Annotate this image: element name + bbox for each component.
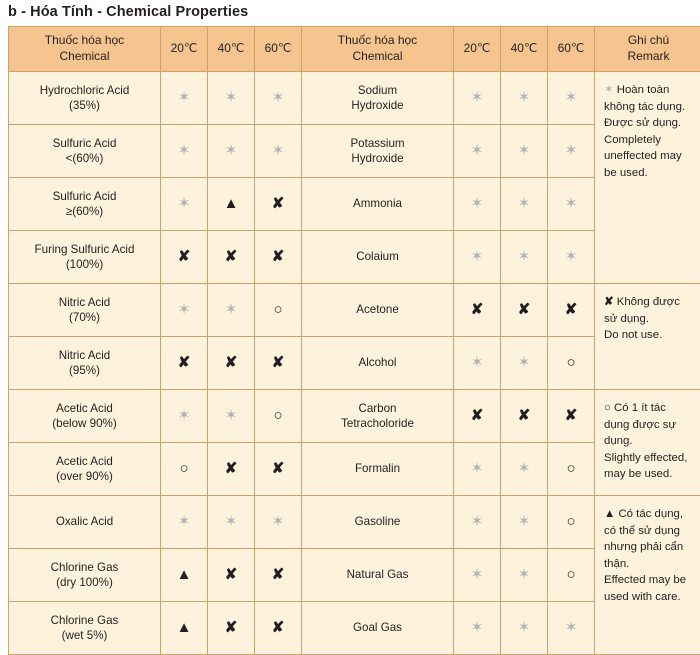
chemical-name-right: Natural Gas bbox=[302, 549, 454, 602]
chemical-name-left: Oxalic Acid bbox=[9, 496, 161, 549]
rating-right-r10-c2: ✶ bbox=[501, 549, 548, 602]
rating-right-r1-c2: ✶ bbox=[501, 72, 548, 125]
table-row bbox=[9, 496, 700, 549]
rating-left-r8-c3: ✘ bbox=[255, 443, 302, 496]
header-left-20c: 20℃ bbox=[161, 27, 208, 72]
remark-symbol-triangle-icon: ▲ bbox=[604, 508, 618, 520]
chemical-name-right: Sodium Hydroxide bbox=[302, 72, 454, 125]
rating-right-r8-c2: ✶ bbox=[501, 443, 548, 496]
rating-right-r9-c2: ✶ bbox=[501, 496, 548, 549]
chemical-name-right: Alcohol bbox=[302, 337, 454, 390]
rating-right-r1-c3: ✶ bbox=[548, 72, 595, 125]
chemical-name-left: Hydrochloric Acid (35%) bbox=[9, 72, 161, 125]
rating-right-r5-c1: ✘ bbox=[454, 284, 501, 337]
rating-right-r11-c1: ✶ bbox=[454, 602, 501, 655]
rating-right-r11-c3: ✶ bbox=[548, 602, 595, 655]
chemical-name-right: Carbon Tetracholoride bbox=[302, 390, 454, 443]
rating-left-r5-c1: ✶ bbox=[161, 284, 208, 337]
table-row bbox=[9, 284, 700, 337]
chemical-name-right: Potassium Hydroxide bbox=[302, 125, 454, 178]
page-title: b - Hóa Tính - Chemical Properties bbox=[0, 0, 700, 26]
rating-left-r4-c3: ✘ bbox=[255, 231, 302, 284]
rating-right-r4-c1: ✶ bbox=[454, 231, 501, 284]
chemical-properties-table bbox=[8, 26, 700, 655]
chemical-name-left: Sulfuric Acid ≥(60%) bbox=[9, 178, 161, 231]
remark-cell-2 bbox=[595, 284, 700, 390]
rating-right-r2-c3: ✶ bbox=[548, 125, 595, 178]
rating-left-r8-c2: ✘ bbox=[208, 443, 255, 496]
header-right-20c: 20℃ bbox=[454, 27, 501, 72]
rating-right-r5-c2: ✘ bbox=[501, 284, 548, 337]
rating-right-r5-c3: ✘ bbox=[548, 284, 595, 337]
rating-left-r1-c1: ✶ bbox=[161, 72, 208, 125]
remark-cell-4 bbox=[595, 496, 700, 655]
header-left-60c: 60℃ bbox=[255, 27, 302, 72]
table-body bbox=[9, 72, 700, 655]
rating-left-r6-c1: ✘ bbox=[161, 337, 208, 390]
chemical-name-right: Goal Gas bbox=[302, 602, 454, 655]
rating-right-r3-c2: ✶ bbox=[501, 178, 548, 231]
rating-left-r3-c3: ✘ bbox=[255, 178, 302, 231]
rating-right-r3-c3: ✶ bbox=[548, 178, 595, 231]
rating-left-r6-c2: ✘ bbox=[208, 337, 255, 390]
chemical-name-right: Formalin bbox=[302, 443, 454, 496]
chemical-name-right: Acetone bbox=[302, 284, 454, 337]
rating-left-r7-c3: ○ bbox=[255, 390, 302, 443]
header-right-40c: 40℃ bbox=[501, 27, 548, 72]
rating-left-r10-c2: ✘ bbox=[208, 549, 255, 602]
rating-left-r4-c1: ✘ bbox=[161, 231, 208, 284]
rating-right-r7-c2: ✘ bbox=[501, 390, 548, 443]
rating-right-r7-c3: ✘ bbox=[548, 390, 595, 443]
table-header-row bbox=[9, 27, 700, 72]
rating-right-r10-c1: ✶ bbox=[454, 549, 501, 602]
remark-text: Có 1 ít tác dụng được sự dụng. Slightly effected, may be used. bbox=[604, 402, 687, 480]
rating-left-r4-c2: ✘ bbox=[208, 231, 255, 284]
rating-left-r2-c2: ✶ bbox=[208, 125, 255, 178]
chemical-name-left: Nitric Acid (95%) bbox=[9, 337, 161, 390]
rating-right-r8-c1: ✶ bbox=[454, 443, 501, 496]
rating-left-r8-c1: ○ bbox=[161, 443, 208, 496]
rating-left-r2-c3: ✶ bbox=[255, 125, 302, 178]
rating-right-r6-c1: ✶ bbox=[454, 337, 501, 390]
remark-text: Không được sử dụng. Do not use. bbox=[604, 296, 680, 341]
header-chemical-right: Thuốc hóa học Chemical bbox=[302, 27, 454, 72]
rating-left-r3-c1: ✶ bbox=[161, 178, 208, 231]
header-left-40c: 40℃ bbox=[208, 27, 255, 72]
rating-right-r4-c3: ✶ bbox=[548, 231, 595, 284]
rating-right-r1-c1: ✶ bbox=[454, 72, 501, 125]
remark-symbol-none-icon: ✶ bbox=[604, 84, 617, 96]
rating-right-r7-c1: ✘ bbox=[454, 390, 501, 443]
remark-text: Có tác dụng, có thể sử dụng nhưng phải cẩn thận. Effected may be used with care. bbox=[604, 508, 686, 603]
chemical-name-right: Gasoline bbox=[302, 496, 454, 549]
rating-right-r6-c3: ○ bbox=[548, 337, 595, 390]
rating-right-r9-c1: ✶ bbox=[454, 496, 501, 549]
rating-right-r9-c3: ○ bbox=[548, 496, 595, 549]
rating-left-r9-c1: ✶ bbox=[161, 496, 208, 549]
rating-left-r5-c2: ✶ bbox=[208, 284, 255, 337]
chemical-name-right: Colaium bbox=[302, 231, 454, 284]
remark-text: Hoàn toàn không tác dụng. Được sử dụng. Completely uneffected may be used. bbox=[604, 84, 685, 179]
remark-symbol-cross-icon: ✘ bbox=[604, 296, 617, 308]
remark-cell-3 bbox=[595, 390, 700, 496]
rating-left-r1-c3: ✶ bbox=[255, 72, 302, 125]
rating-right-r2-c1: ✶ bbox=[454, 125, 501, 178]
chemical-name-left: Sulfuric Acid <(60%) bbox=[9, 125, 161, 178]
rating-left-r1-c2: ✶ bbox=[208, 72, 255, 125]
rating-right-r2-c2: ✶ bbox=[501, 125, 548, 178]
rating-left-r7-c1: ✶ bbox=[161, 390, 208, 443]
header-chemical-left: Thuốc hóa học Chemical bbox=[9, 27, 161, 72]
rating-left-r10-c3: ✘ bbox=[255, 549, 302, 602]
remark-cell-1 bbox=[595, 72, 700, 284]
table-row bbox=[9, 72, 700, 125]
remark-symbol-circle-icon: ○ bbox=[604, 402, 614, 414]
chemical-name-left: Chlorine Gas (dry 100%) bbox=[9, 549, 161, 602]
rating-right-r3-c1: ✶ bbox=[454, 178, 501, 231]
chemical-name-left: Chlorine Gas (wet 5%) bbox=[9, 602, 161, 655]
rating-left-r2-c1: ✶ bbox=[161, 125, 208, 178]
rating-right-r10-c3: ○ bbox=[548, 549, 595, 602]
rating-left-r9-c2: ✶ bbox=[208, 496, 255, 549]
rating-right-r4-c2: ✶ bbox=[501, 231, 548, 284]
rating-left-r10-c1: ▲ bbox=[161, 549, 208, 602]
chemical-name-left: Furing Sulfuric Acid (100%) bbox=[9, 231, 161, 284]
rating-right-r11-c2: ✶ bbox=[501, 602, 548, 655]
header-remark: Ghi chú Remark bbox=[595, 27, 700, 72]
rating-left-r11-c1: ▲ bbox=[161, 602, 208, 655]
table-row bbox=[9, 390, 700, 443]
rating-left-r5-c3: ○ bbox=[255, 284, 302, 337]
rating-left-r11-c3: ✘ bbox=[255, 602, 302, 655]
chemical-name-left: Acetic Acid (below 90%) bbox=[9, 390, 161, 443]
rating-left-r11-c2: ✘ bbox=[208, 602, 255, 655]
rating-right-r6-c2: ✶ bbox=[501, 337, 548, 390]
rating-right-r8-c3: ○ bbox=[548, 443, 595, 496]
rating-left-r9-c3: ✶ bbox=[255, 496, 302, 549]
chemical-name-left: Acetic Acid (over 90%) bbox=[9, 443, 161, 496]
header-right-60c: 60℃ bbox=[548, 27, 595, 72]
chemical-name-left: Nitric Acid (70%) bbox=[9, 284, 161, 337]
rating-left-r3-c2: ▲ bbox=[208, 178, 255, 231]
rating-left-r7-c2: ✶ bbox=[208, 390, 255, 443]
rating-left-r6-c3: ✘ bbox=[255, 337, 302, 390]
chemical-name-right: Ammonia bbox=[302, 178, 454, 231]
